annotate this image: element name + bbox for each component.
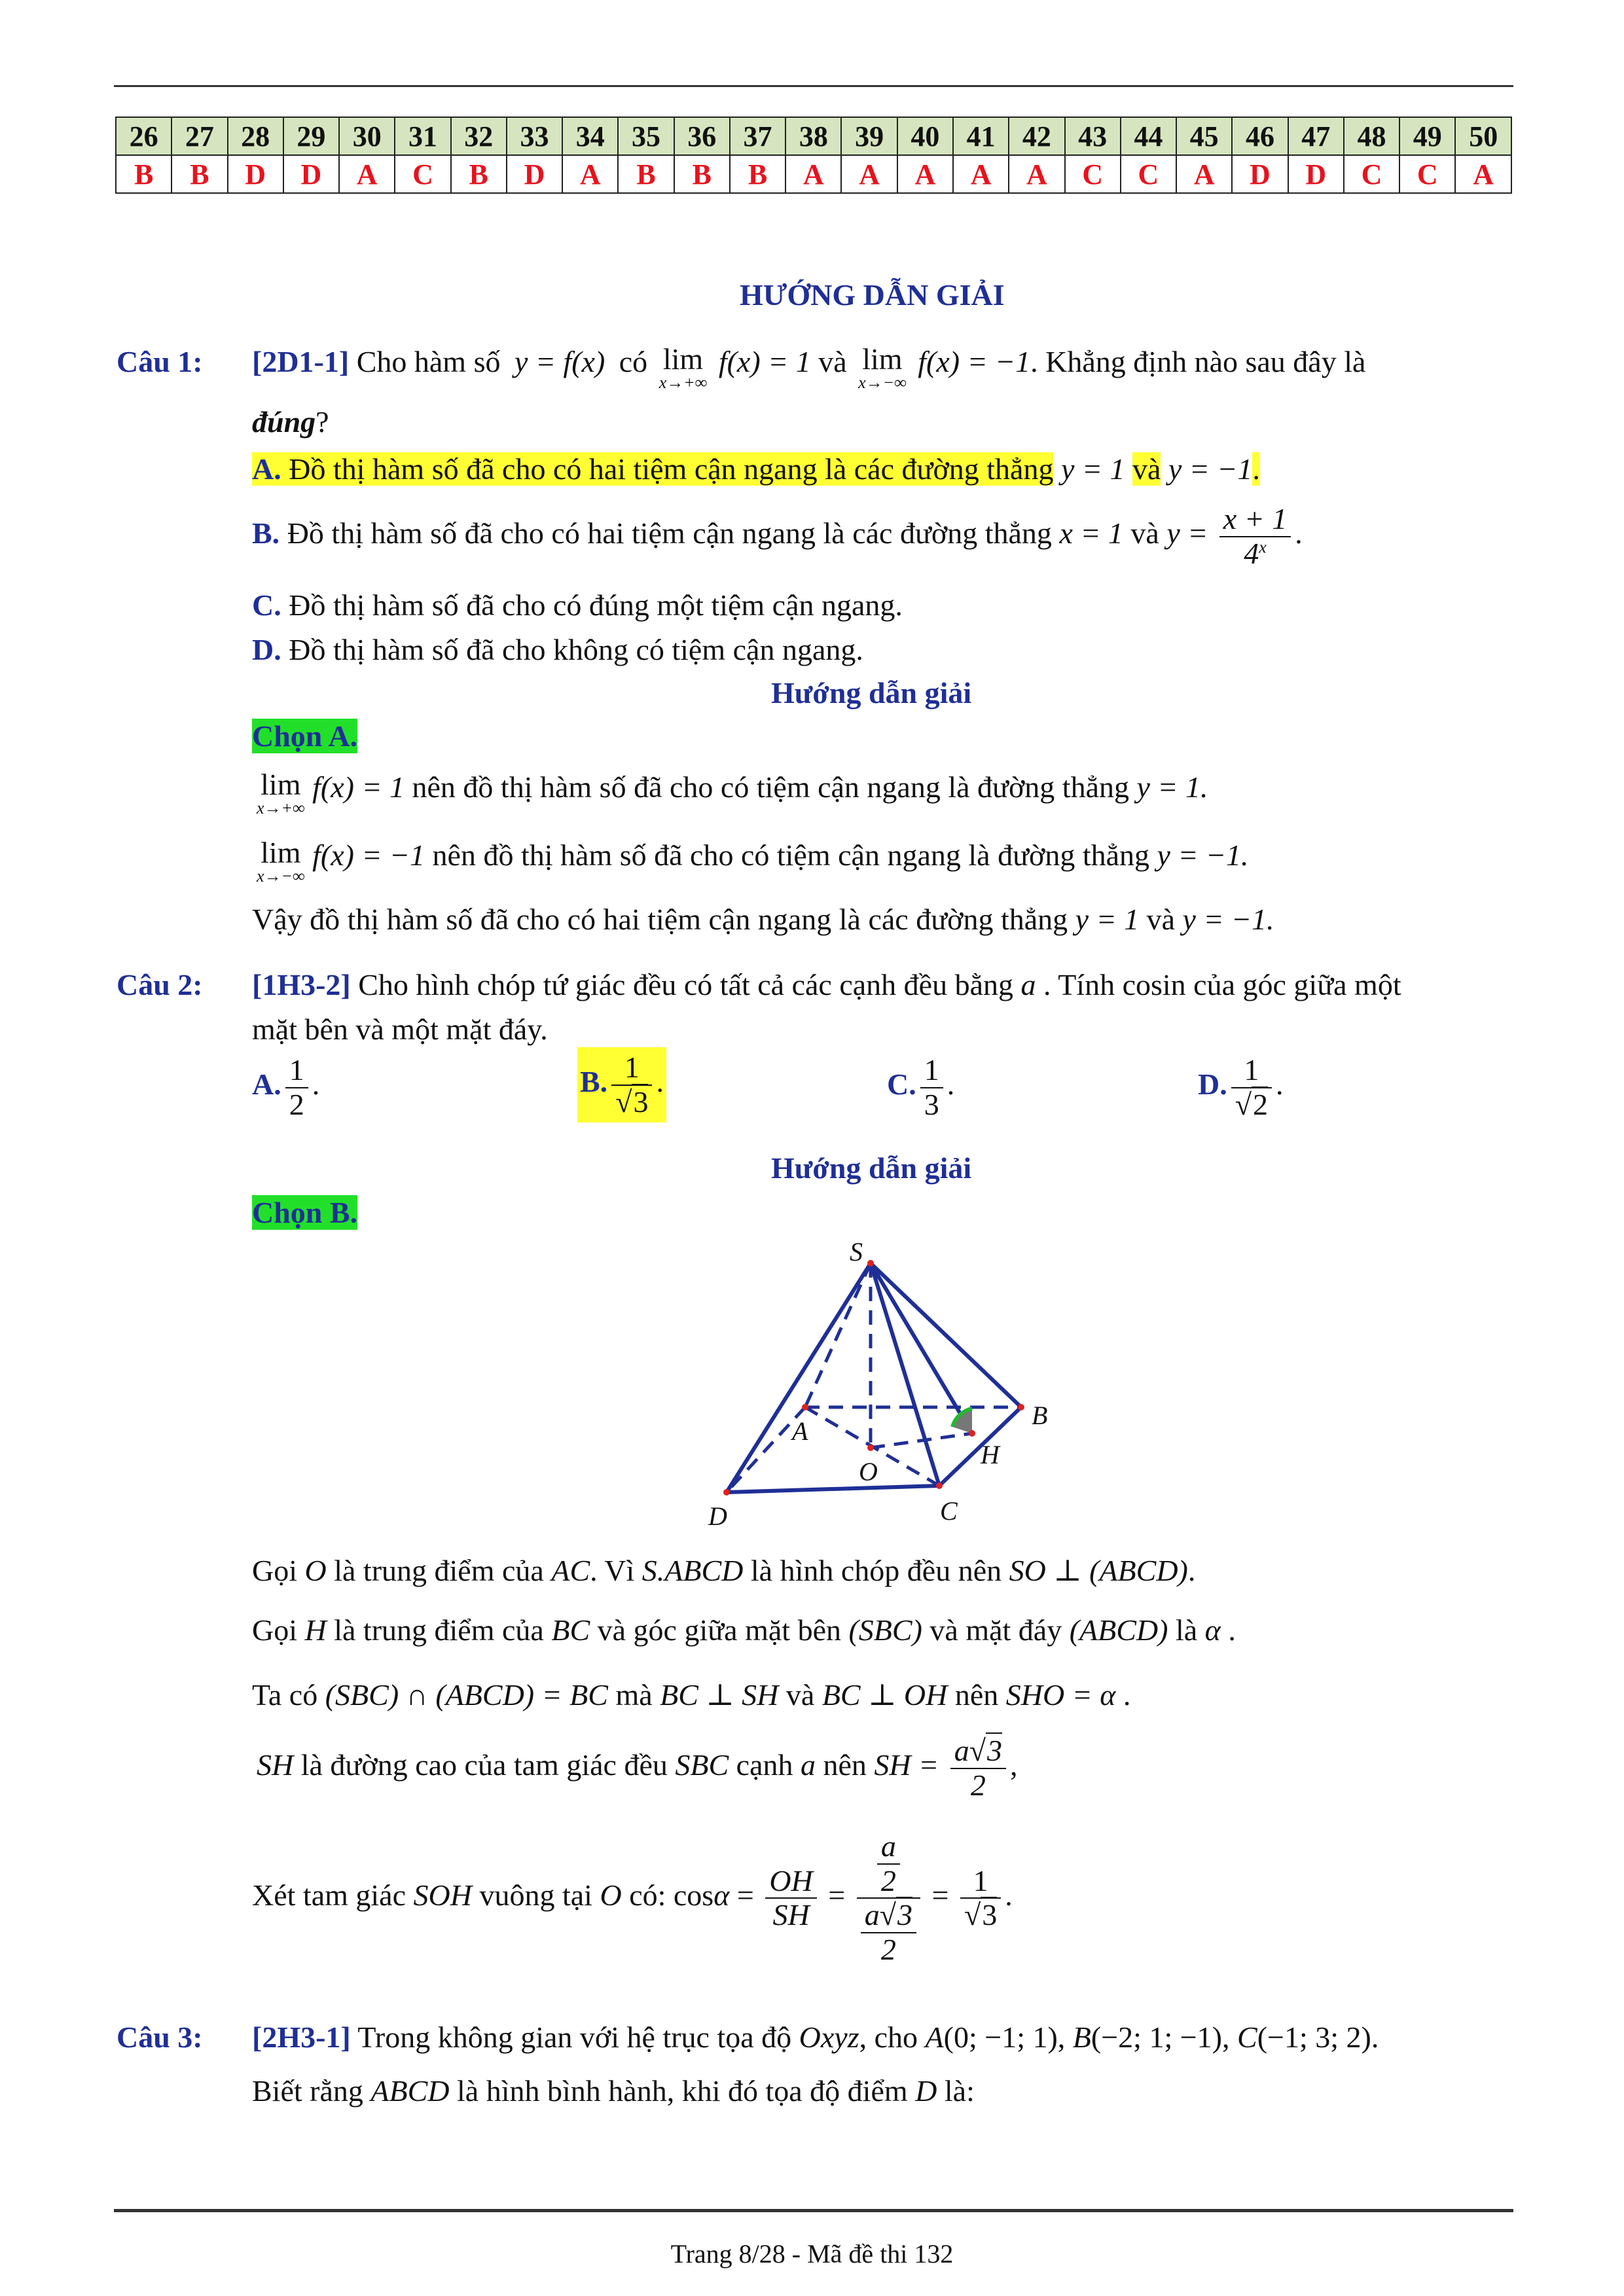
- answer-number-cell: 49: [1399, 117, 1455, 155]
- q2-option-b: B. $\frac{1}{√3}$ .: [577, 1047, 666, 1122]
- answer-letter-cell: A: [1455, 155, 1511, 193]
- answer-letters-row: [116, 155, 1511, 193]
- answer-letter-cell: B: [674, 155, 730, 193]
- answer-number-cell: 41: [953, 117, 1009, 155]
- answer-number-cell: 47: [1288, 117, 1344, 155]
- q1-label: Câu 1:: [117, 345, 203, 378]
- label-h: H: [981, 1440, 1000, 1469]
- answer-letter-cell: A: [841, 155, 897, 193]
- label-c: C: [940, 1496, 958, 1526]
- answer-table: [115, 117, 1512, 194]
- answer-letter-cell: D: [1288, 155, 1344, 193]
- answer-letter-cell: B: [171, 155, 227, 193]
- answer-number-cell: 38: [785, 117, 841, 155]
- q2-step-5: Xét tam giác SOH vuông tại O có: cosα = $\frac{OH}{SH}$ = $\frac{\frac{a}{2}}{\frac{a√3}{2}}$ = $\frac{1}{√3}$ .: [252, 1829, 1013, 1966]
- answer-number-cell: 32: [451, 117, 507, 155]
- answer-letter-cell: C: [1121, 155, 1176, 193]
- q2-choose: Chọn B.: [252, 1196, 358, 1229]
- answer-letter-cell: D: [283, 155, 339, 193]
- q1-choose: Chọn A.: [252, 719, 358, 753]
- answer-letter-cell: C: [1065, 155, 1121, 193]
- q1-option-b: B. Đồ thị hàm số đã cho có hai tiệm cận ngang là các đường thẳng x = 1 và y = $\frac{x + 1}{4^x}$ .: [252, 502, 1303, 570]
- label-o: O: [859, 1457, 878, 1486]
- q2-option-d: D. $\frac{1}{√2}$ .: [1198, 1053, 1284, 1121]
- q1-option-a: A. Đồ thị hàm số đã cho có hai tiệm cận ngang là các đường thẳng y = 1 và y = −1.: [252, 452, 1260, 486]
- answer-number-cell: 48: [1344, 117, 1399, 155]
- label-b: B: [1032, 1401, 1048, 1430]
- answer-number-cell: 30: [339, 117, 395, 155]
- label-s: S: [850, 1237, 863, 1266]
- answer-letter-cell: C: [1399, 155, 1455, 193]
- page-footer: Trang 8/28 - Mã đề thi 132: [670, 2239, 954, 2269]
- top-rule: [114, 85, 1513, 87]
- label-a: A: [792, 1416, 808, 1446]
- q2-step-4: SH là đường cao của tam giác đều SBC cạnh a nên SH = $\frac{a√3}{2}$ ,: [257, 1734, 1018, 1802]
- page-heading: HƯỚNG DẪN GIẢI: [740, 278, 1005, 312]
- q2-step-2: Gọi H là trung điểm của BC và góc giữa mặt bên (SBC) và mặt đáy (ABCD) là α .: [252, 1613, 1236, 1647]
- q3-stem-2: Biết rằng ABCD là hình bình hành, khi đó tọa độ điểm D là:: [252, 2074, 975, 2108]
- answer-letter-cell: C: [1344, 155, 1399, 193]
- answer-letter-cell: A: [1176, 155, 1232, 193]
- answer-number-cell: 46: [1232, 117, 1288, 155]
- answer-number-cell: 26: [116, 117, 171, 155]
- q1-solution-3: Vậy đồ thị hàm số đã cho có hai tiệm cận ngang là các đường thẳng y = 1 và y = −1.: [252, 903, 1274, 936]
- answer-number-cell: 45: [1176, 117, 1232, 155]
- q1-solution-2: lim x→−∞ f(x) = −1 nên đồ thị hàm số đã cho có tiệm cận ngang là đường thẳng y = −1.: [257, 836, 1249, 886]
- q1-stem: [2D1-1] Cho hàm số y = f(x) có lim x→+∞ f(x) = 1 và lim x→−∞ f(x) = −1. Khẳng định nào sau đây là: [252, 342, 1366, 392]
- q2-step-1: Gọi O là trung điểm của AC. Vì S.ABCD là hình chóp đều nên SO ⊥ (ABCD).: [252, 1554, 1196, 1587]
- answer-letter-cell: A: [897, 155, 953, 193]
- answer-letter-cell: B: [451, 155, 507, 193]
- answer-letter-cell: D: [228, 155, 283, 193]
- answer-number-cell: 50: [1455, 117, 1511, 155]
- answer-number-cell: 40: [897, 117, 953, 155]
- pyramid-figure: [707, 1237, 1074, 1532]
- q2-stem: [1H3-2] Cho hình chóp tứ giác đều có tất cả các cạnh đều bằng a . Tính cosin của góc giữa một: [252, 968, 1401, 1001]
- answer-number-cell: 43: [1065, 117, 1121, 155]
- label-d: D: [708, 1501, 727, 1531]
- answer-number-cell: 39: [841, 117, 897, 155]
- answer-letter-cell: D: [1232, 155, 1288, 193]
- answer-letter-cell: A: [562, 155, 618, 193]
- answer-letter-cell: A: [785, 155, 841, 193]
- answer-number-cell: 33: [507, 117, 562, 155]
- q2-option-a: A. $\frac{1}{2}$ .: [252, 1053, 320, 1121]
- answer-letter-cell: A: [339, 155, 395, 193]
- answer-number-cell: 42: [1009, 117, 1064, 155]
- q1-stem-end: đúng?: [252, 405, 329, 439]
- q1-solution-1: lim x→+∞ f(x) = 1 nên đồ thị hàm số đã cho có tiệm cận ngang là đường thẳng y = 1.: [257, 768, 1208, 817]
- q2-option-c: C. $\frac{1}{3}$ .: [887, 1053, 955, 1121]
- answer-number-cell: 27: [171, 117, 227, 155]
- answer-letter-cell: C: [395, 155, 450, 193]
- q2-step-3: Ta có (SBC) ∩ (ABCD) = BC mà BC ⊥ SH và BC ⊥ OH nên SHO = α .: [252, 1678, 1131, 1712]
- answer-number-cell: 34: [562, 117, 618, 155]
- answer-letter-cell: B: [730, 155, 785, 193]
- answer-number-cell: 36: [674, 117, 730, 155]
- answer-number-cell: 44: [1121, 117, 1176, 155]
- q1-option-c: C. Đồ thị hàm số đã cho có đúng một tiệm cận ngang.: [252, 588, 903, 622]
- answer-letter-cell: A: [953, 155, 1009, 193]
- q2-guide-title: Hướng dẫn giải: [771, 1151, 972, 1185]
- q2-stem-2: mặt bên và một mặt đáy.: [252, 1013, 548, 1046]
- q1-guide-title: Hướng dẫn giải: [771, 676, 972, 709]
- answer-number-cell: 37: [730, 117, 785, 155]
- answer-number-cell: 28: [228, 117, 283, 155]
- answer-letter-cell: D: [507, 155, 562, 193]
- answer-numbers-row: [116, 117, 1511, 155]
- answer-number-cell: 31: [395, 117, 450, 155]
- q1-option-d: D. Đồ thị hàm số đã cho không có tiệm cận ngang.: [252, 633, 863, 666]
- answer-letter-cell: A: [1009, 155, 1064, 193]
- bottom-rule: [114, 2209, 1513, 2212]
- answer-number-cell: 35: [618, 117, 674, 155]
- answer-letter-cell: B: [116, 155, 171, 193]
- answer-letter-cell: B: [618, 155, 674, 193]
- q3-stem: [2H3-1] Trong không gian với hệ trục tọa độ Oxyz, cho A(0; −1; 1), B(−2; 1; −1), C(−1; 3; 2).: [252, 2020, 1379, 2054]
- answer-number-cell: 29: [283, 117, 339, 155]
- q2-label: Câu 2:: [117, 968, 203, 1001]
- q3-label: Câu 3:: [117, 2020, 203, 2054]
